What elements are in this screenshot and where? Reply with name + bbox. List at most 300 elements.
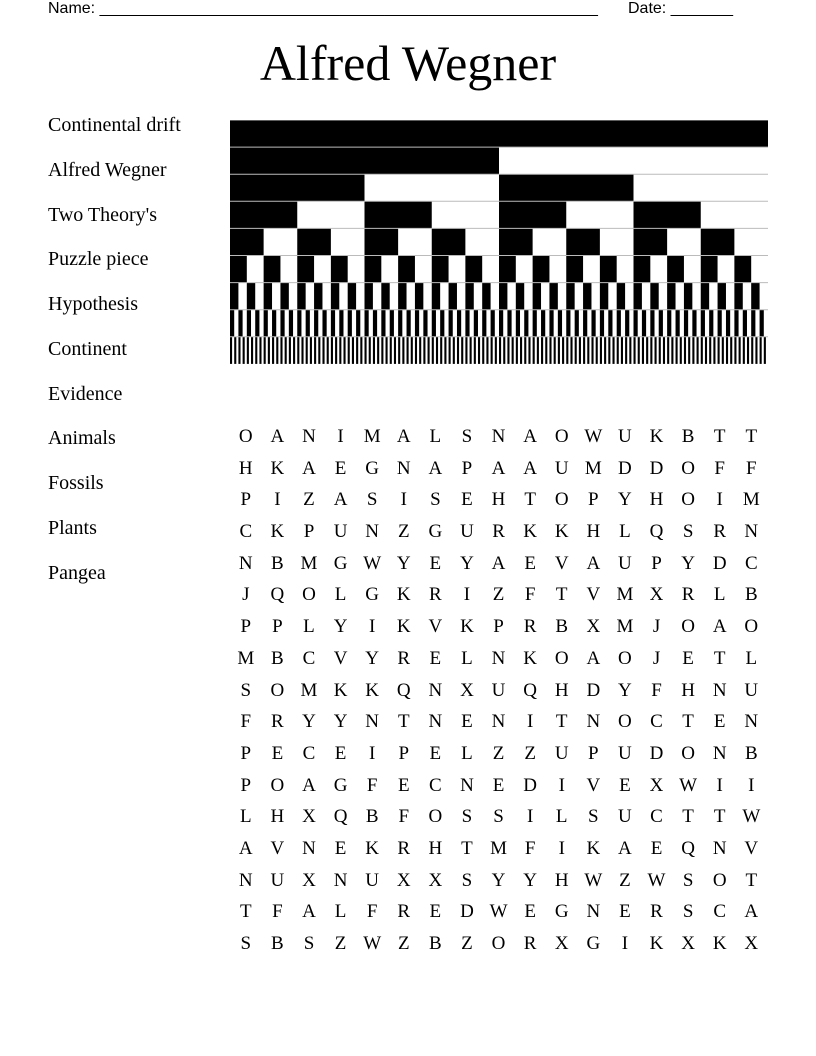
grid-cell[interactable]: L: [334, 901, 347, 923]
grid-cell[interactable]: Q: [649, 521, 664, 543]
grid-cell[interactable]: O: [554, 647, 569, 669]
grid-cell[interactable]: V: [428, 616, 443, 638]
page-title: Alfred Wegner: [259, 35, 557, 91]
grid-cell[interactable]: Y: [333, 711, 348, 733]
grid-cell[interactable]: W: [647, 869, 666, 891]
grid-cell[interactable]: H: [554, 869, 569, 891]
grid-cell[interactable]: L: [461, 742, 473, 764]
grid-cell[interactable]: E: [429, 742, 442, 764]
grid-cell[interactable]: O: [428, 806, 443, 828]
grid-cell[interactable]: O: [554, 426, 569, 447]
grid-cell[interactable]: U: [554, 742, 569, 764]
grid-cell[interactable]: L: [461, 647, 473, 669]
grid-cell[interactable]: N: [586, 711, 601, 733]
grid-cell[interactable]: O: [270, 679, 285, 701]
grid-cell[interactable]: E: [713, 711, 726, 733]
grid-cell[interactable]: T: [555, 711, 568, 733]
grid-cell[interactable]: L: [334, 584, 347, 606]
grid-cell[interactable]: K: [712, 933, 727, 954]
grid-cell[interactable]: I: [716, 774, 723, 796]
grid-cell[interactable]: A: [586, 552, 601, 574]
grid-cell[interactable]: I: [337, 426, 344, 447]
grid-cell[interactable]: Y: [460, 552, 474, 574]
grid-cell[interactable]: J: [652, 616, 661, 638]
grid-cell[interactable]: O: [744, 616, 759, 638]
grid-cell[interactable]: U: [491, 679, 506, 701]
grid-cell[interactable]: U: [618, 742, 632, 764]
grid-cell[interactable]: P: [588, 489, 599, 511]
grid-cell[interactable]: Y: [523, 869, 537, 891]
grid-cell[interactable]: C: [650, 711, 663, 733]
grid-cell[interactable]: A: [238, 837, 253, 859]
grid-cell[interactable]: T: [682, 711, 694, 733]
grid-cell[interactable]: A: [618, 837, 632, 859]
grid-cell[interactable]: S: [303, 933, 315, 954]
grid-cell[interactable]: C: [744, 552, 758, 574]
word-list-item: Evidence: [48, 382, 123, 405]
grid-cell[interactable]: Z: [619, 869, 631, 891]
grid-cell[interactable]: T: [713, 647, 726, 669]
grid-cell[interactable]: H: [238, 457, 253, 479]
grid-cell[interactable]: G: [333, 552, 348, 574]
grid-cell[interactable]: A: [523, 426, 537, 447]
grid-cell[interactable]: F: [524, 584, 536, 606]
grid-cell[interactable]: Z: [303, 489, 315, 511]
grid-cell[interactable]: K: [396, 616, 411, 638]
grid-cell[interactable]: R: [271, 711, 284, 733]
grid-cell[interactable]: R: [492, 521, 505, 543]
grid-cell[interactable]: R: [397, 837, 411, 859]
word-list-item: Fossils: [48, 472, 104, 494]
grid-cell[interactable]: J: [652, 647, 661, 669]
grid-cell[interactable]: I: [558, 837, 565, 859]
grid-cell[interactable]: O: [681, 742, 695, 764]
grid-cell[interactable]: T: [397, 711, 410, 733]
grid-cell[interactable]: O: [270, 774, 285, 796]
grid-cell[interactable]: V: [270, 837, 285, 859]
grid-cell[interactable]: X: [460, 679, 474, 701]
word-list-item: Plants: [48, 516, 97, 539]
grid-cell[interactable]: I: [526, 806, 534, 828]
grid-cell[interactable]: Q: [396, 679, 411, 701]
grid-cell[interactable]: O: [712, 869, 727, 891]
grid-cell[interactable]: S: [461, 869, 473, 891]
grid-cell[interactable]: I: [526, 711, 534, 733]
grid-cell[interactable]: U: [618, 552, 632, 574]
grid-cell[interactable]: W: [584, 869, 603, 891]
grid-cell[interactable]: T: [713, 426, 726, 447]
grid-cell[interactable]: S: [682, 869, 694, 891]
grid-cell[interactable]: K: [396, 584, 411, 606]
grid-cell[interactable]: T: [524, 489, 536, 511]
grid-cell[interactable]: F: [524, 837, 536, 859]
grid-cell[interactable]: N: [238, 552, 253, 574]
grid-cell[interactable]: E: [524, 901, 536, 923]
grid-cell[interactable]: Z: [397, 521, 410, 543]
grid-cell[interactable]: G: [428, 521, 443, 543]
grid-cell[interactable]: M: [300, 679, 318, 701]
grid-cell[interactable]: D: [618, 457, 632, 479]
grid-cell[interactable]: H: [554, 679, 569, 701]
grid-cell[interactable]: K: [365, 837, 380, 859]
grid-cell[interactable]: P: [240, 774, 252, 796]
grid-cell[interactable]: P: [240, 742, 252, 764]
grid-cell[interactable]: I: [748, 774, 755, 796]
grid-cell[interactable]: B: [429, 933, 442, 954]
grid-cell[interactable]: W: [584, 426, 603, 447]
grid-cell[interactable]: C: [302, 647, 316, 669]
grid-cell[interactable]: X: [554, 933, 569, 954]
grid-cell[interactable]: A: [302, 457, 316, 479]
grid-cell[interactable]: E: [429, 901, 442, 923]
grid-cell[interactable]: X: [396, 869, 411, 891]
grid-cell[interactable]: A: [523, 457, 537, 479]
grid-cell[interactable]: I: [558, 774, 565, 796]
grid-cell[interactable]: N: [396, 457, 411, 479]
grid-cell[interactable]: R: [523, 933, 537, 954]
grid-cell[interactable]: N: [712, 679, 727, 701]
grid-cell[interactable]: E: [461, 711, 473, 733]
grid-cell[interactable]: O: [238, 426, 253, 447]
grid-cell[interactable]: S: [493, 806, 504, 828]
grid-cell[interactable]: D: [649, 457, 664, 479]
grid-cell[interactable]: I: [716, 489, 723, 511]
grid-cell[interactable]: H: [428, 837, 443, 859]
grid-cell[interactable]: G: [554, 901, 569, 923]
grid-cell[interactable]: B: [744, 742, 758, 764]
grid-cell[interactable]: K: [523, 647, 537, 669]
grid-cell[interactable]: N: [491, 647, 506, 669]
grid-cell[interactable]: L: [429, 426, 442, 447]
grid-cell[interactable]: N: [460, 774, 474, 796]
grid-cell[interactable]: B: [271, 933, 284, 954]
grid-cell[interactable]: A: [744, 901, 759, 923]
grid-cell[interactable]: V: [333, 647, 348, 669]
grid-cell[interactable]: E: [682, 647, 694, 669]
grid-cell[interactable]: U: [618, 806, 632, 828]
grid-cell[interactable]: K: [649, 933, 664, 954]
grid-cell[interactable]: S: [366, 489, 378, 511]
grid-cell[interactable]: R: [650, 901, 663, 923]
grid-cell[interactable]: V: [554, 552, 569, 574]
grid-cell[interactable]: Y: [618, 489, 632, 511]
grid-cell[interactable]: K: [523, 521, 537, 543]
word-search-grid: [230, 422, 767, 961]
grid-cell[interactable]: T: [239, 901, 252, 923]
grid-cell[interactable]: F: [240, 711, 252, 733]
grid-cell[interactable]: V: [586, 774, 601, 796]
grid-cell[interactable]: O: [681, 457, 695, 479]
grid-cell[interactable]: U: [365, 869, 380, 891]
grid-cell[interactable]: K: [649, 426, 664, 447]
grid-cell[interactable]: N: [428, 711, 443, 733]
grid-cell[interactable]: G: [586, 933, 601, 954]
name-field-label: Name: ________________________________________________________: [48, 0, 598, 17]
grid-cell[interactable]: Y: [365, 647, 380, 669]
grid-cell[interactable]: S: [430, 489, 441, 511]
grid-cell[interactable]: N: [428, 679, 443, 701]
grid-cell[interactable]: L: [713, 584, 726, 606]
grid-cell[interactable]: E: [650, 837, 663, 859]
grid-cell[interactable]: U: [333, 521, 348, 543]
grid-cell[interactable]: B: [744, 584, 758, 606]
grid-cell[interactable]: S: [461, 806, 473, 828]
grid-cell[interactable]: Z: [397, 933, 410, 954]
grid-cell[interactable]: X: [744, 933, 759, 954]
grid-cell[interactable]: P: [272, 616, 283, 638]
grid-cell[interactable]: H: [491, 489, 506, 511]
grid-cell[interactable]: Z: [492, 742, 505, 764]
grid-cell[interactable]: P: [461, 457, 473, 479]
grid-cell[interactable]: Y: [681, 552, 695, 574]
word-list-item: Hypothesis: [48, 293, 138, 315]
grid-cell[interactable]: E: [429, 647, 442, 669]
grid-cell[interactable]: C: [302, 742, 316, 764]
grid-cell[interactable]: G: [333, 774, 348, 796]
grid-cell[interactable]: W: [489, 901, 508, 923]
grid-cell[interactable]: P: [588, 742, 599, 764]
grid-cell[interactable]: E: [334, 837, 347, 859]
grid-cell[interactable]: N: [744, 521, 759, 543]
grid-cell[interactable]: L: [745, 647, 758, 669]
grid-cell[interactable]: Y: [302, 711, 316, 733]
grid-cell[interactable]: U: [554, 457, 569, 479]
grid-cell[interactable]: M: [742, 489, 760, 511]
grid-cell[interactable]: Z: [524, 742, 536, 764]
grid-cell[interactable]: N: [712, 837, 727, 859]
grid-cell[interactable]: X: [681, 933, 695, 954]
grid-cell[interactable]: B: [555, 616, 569, 638]
grid-cell[interactable]: Q: [270, 584, 285, 606]
grid-cell[interactable]: U: [460, 521, 474, 543]
grid-cell[interactable]: S: [682, 521, 694, 543]
grid-cell[interactable]: Z: [334, 933, 347, 954]
grid-cell[interactable]: T: [745, 869, 758, 891]
grid-cell[interactable]: X: [302, 806, 316, 828]
grid-cell[interactable]: C: [239, 521, 253, 543]
word-list-item: Animals: [48, 427, 116, 450]
grid-cell[interactable]: N: [333, 869, 348, 891]
word-list-item: Alfred Wegner: [48, 158, 167, 181]
grid-cell[interactable]: A: [491, 552, 506, 574]
grid-cell[interactable]: U: [618, 426, 632, 447]
grid-cell[interactable]: N: [302, 837, 316, 859]
grid-cell[interactable]: F: [398, 806, 410, 828]
grid-cell[interactable]: R: [429, 584, 442, 606]
grid-cell[interactable]: O: [618, 647, 632, 669]
grid-cell[interactable]: C: [650, 806, 663, 828]
grid-cell[interactable]: E: [271, 742, 284, 764]
grid-cell[interactable]: N: [491, 426, 506, 447]
grid-cell[interactable]: Y: [618, 679, 632, 701]
grid-cell[interactable]: K: [365, 679, 380, 701]
grid-cell[interactable]: O: [554, 489, 569, 511]
word-list: [48, 111, 228, 603]
grid-cell[interactable]: W: [363, 933, 382, 954]
grid-cell[interactable]: F: [651, 679, 662, 701]
grid-cell[interactable]: Z: [461, 933, 473, 954]
grid-cell[interactable]: P: [240, 616, 252, 638]
grid-cell[interactable]: Q: [681, 837, 695, 859]
grid-cell[interactable]: G: [365, 457, 380, 479]
grid-cell[interactable]: N: [491, 711, 506, 733]
grid-cell[interactable]: O: [681, 616, 695, 638]
grid-cell[interactable]: P: [651, 552, 662, 574]
grid-cell[interactable]: X: [586, 616, 601, 638]
grid-cell[interactable]: N: [744, 711, 759, 733]
grid-cell[interactable]: S: [588, 806, 599, 828]
grid-cell[interactable]: L: [619, 521, 631, 543]
grid-cell[interactable]: G: [365, 584, 380, 606]
grid-cell[interactable]: K: [460, 616, 474, 638]
grid-cell[interactable]: O: [491, 933, 506, 954]
grid-cell[interactable]: H: [586, 521, 601, 543]
grid-cell[interactable]: X: [649, 774, 664, 796]
grid-cell[interactable]: L: [303, 616, 315, 638]
grid-cell[interactable]: H: [270, 806, 285, 828]
grid-cell[interactable]: B: [271, 647, 284, 669]
grid-cell[interactable]: M: [616, 584, 634, 606]
grid-cell[interactable]: K: [270, 521, 285, 543]
grid-cell[interactable]: F: [714, 457, 725, 479]
grid-cell[interactable]: I: [463, 584, 471, 606]
grid-cell[interactable]: T: [461, 837, 473, 859]
grid-cell[interactable]: P: [303, 521, 315, 543]
grid-cell[interactable]: Y: [491, 869, 506, 891]
grid-cell[interactable]: I: [621, 933, 629, 954]
grid-cell[interactable]: F: [366, 774, 378, 796]
grid-cell[interactable]: B: [365, 806, 379, 828]
grid-cell[interactable]: B: [681, 426, 695, 447]
grid-cell[interactable]: E: [397, 774, 410, 796]
grid-cell[interactable]: N: [365, 711, 380, 733]
grid-cell[interactable]: I: [400, 489, 407, 511]
grid-cell[interactable]: X: [428, 869, 443, 891]
grid-cell[interactable]: C: [713, 901, 727, 923]
grid-cell[interactable]: A: [712, 616, 727, 638]
grid-cell[interactable]: X: [302, 869, 316, 891]
grid-cell[interactable]: T: [555, 584, 568, 606]
grid-cell[interactable]: A: [270, 426, 285, 447]
grid-cell[interactable]: W: [363, 552, 382, 574]
grid-cell[interactable]: F: [272, 901, 283, 923]
grid-cell[interactable]: Y: [333, 616, 348, 638]
grid-cell[interactable]: E: [429, 552, 442, 574]
grid-cell[interactable]: O: [681, 489, 695, 511]
grid-cell[interactable]: B: [271, 552, 284, 574]
grid-cell[interactable]: S: [461, 426, 473, 447]
grid-cell[interactable]: D: [712, 552, 727, 574]
grid-cell[interactable]: E: [334, 742, 347, 764]
grid-cell[interactable]: Q: [333, 806, 348, 828]
grid-cell[interactable]: O: [302, 584, 316, 606]
grid-cell[interactable]: U: [270, 869, 285, 891]
grid-cell[interactable]: H: [681, 679, 695, 701]
grid-cell[interactable]: C: [429, 774, 442, 796]
grid-cell[interactable]: J: [242, 584, 250, 606]
grid-cell[interactable]: A: [586, 647, 601, 669]
grid-cell[interactable]: T: [713, 806, 726, 828]
grid-cell[interactable]: M: [616, 616, 634, 638]
grid-cell[interactable]: M: [237, 647, 255, 669]
grid-cell[interactable]: A: [302, 901, 316, 923]
grid-cell[interactable]: L: [239, 806, 252, 828]
grid-cell[interactable]: S: [240, 679, 252, 701]
grid-cell[interactable]: E: [461, 489, 473, 511]
grid-cell[interactable]: V: [586, 584, 601, 606]
grid-cell[interactable]: R: [713, 521, 727, 543]
grid-cell[interactable]: R: [397, 647, 411, 669]
grid-cell[interactable]: M: [363, 426, 381, 447]
grid-cell[interactable]: D: [586, 679, 601, 701]
grid-cell[interactable]: P: [398, 742, 410, 764]
grid-cell[interactable]: N: [302, 426, 316, 447]
grid-cell[interactable]: A: [333, 489, 348, 511]
grid-cell[interactable]: E: [492, 774, 505, 796]
grid-cell[interactable]: X: [649, 584, 664, 606]
grid-cell[interactable]: Q: [523, 679, 537, 701]
grid-cell[interactable]: M: [490, 837, 507, 859]
grid-cell[interactable]: T: [682, 806, 694, 828]
grid-cell[interactable]: I: [274, 489, 281, 511]
grid-cell[interactable]: I: [369, 742, 376, 764]
grid-cell[interactable]: M: [300, 552, 318, 574]
grid-cell[interactable]: R: [681, 584, 695, 606]
grid-cell[interactable]: D: [649, 742, 664, 764]
grid-cell[interactable]: A: [396, 426, 411, 447]
grid-cell[interactable]: A: [302, 774, 316, 796]
grid-cell[interactable]: K: [554, 521, 569, 543]
grid-cell[interactable]: I: [369, 616, 376, 638]
grid-cell[interactable]: T: [745, 426, 758, 447]
header: [48, 0, 768, 18]
grid-cell[interactable]: N: [365, 521, 380, 543]
grid-cell[interactable]: A: [491, 457, 506, 479]
grid-cell[interactable]: V: [744, 837, 759, 859]
grid-cell[interactable]: E: [619, 774, 631, 796]
grid-cell[interactable]: D: [460, 901, 474, 923]
grid-cell[interactable]: M: [584, 457, 602, 479]
grid-cell[interactable]: O: [618, 711, 632, 733]
grid-cell[interactable]: Z: [492, 584, 505, 606]
grid-cell[interactable]: L: [555, 806, 568, 828]
grid-cell[interactable]: A: [428, 457, 443, 479]
grid-cell[interactable]: R: [397, 901, 411, 923]
grid-cell[interactable]: S: [682, 901, 694, 923]
grid-cell[interactable]: F: [746, 457, 757, 479]
grid-cell[interactable]: D: [523, 774, 537, 796]
grid-cell[interactable]: H: [649, 489, 664, 511]
grid-cell[interactable]: E: [334, 457, 347, 479]
grid-cell[interactable]: K: [586, 837, 601, 859]
grid-cell[interactable]: E: [524, 552, 536, 574]
grid-cell[interactable]: K: [333, 679, 348, 701]
grid-cell[interactable]: S: [240, 933, 252, 954]
grid-cell[interactable]: F: [366, 901, 378, 923]
grid-cell[interactable]: N: [238, 869, 253, 891]
grid-cell[interactable]: Y: [396, 552, 411, 574]
grid-cell[interactable]: N: [712, 742, 727, 764]
grid-cell[interactable]: E: [619, 901, 631, 923]
grid-cell[interactable]: P: [240, 489, 252, 511]
grid-cell[interactable]: W: [679, 774, 698, 796]
grid-cell[interactable]: W: [742, 806, 761, 828]
grid-cell[interactable]: N: [586, 901, 601, 923]
grid-cell[interactable]: R: [523, 616, 537, 638]
grid-cell[interactable]: P: [493, 616, 504, 638]
grid-cell[interactable]: K: [270, 457, 285, 479]
grid-cell[interactable]: U: [744, 679, 759, 701]
